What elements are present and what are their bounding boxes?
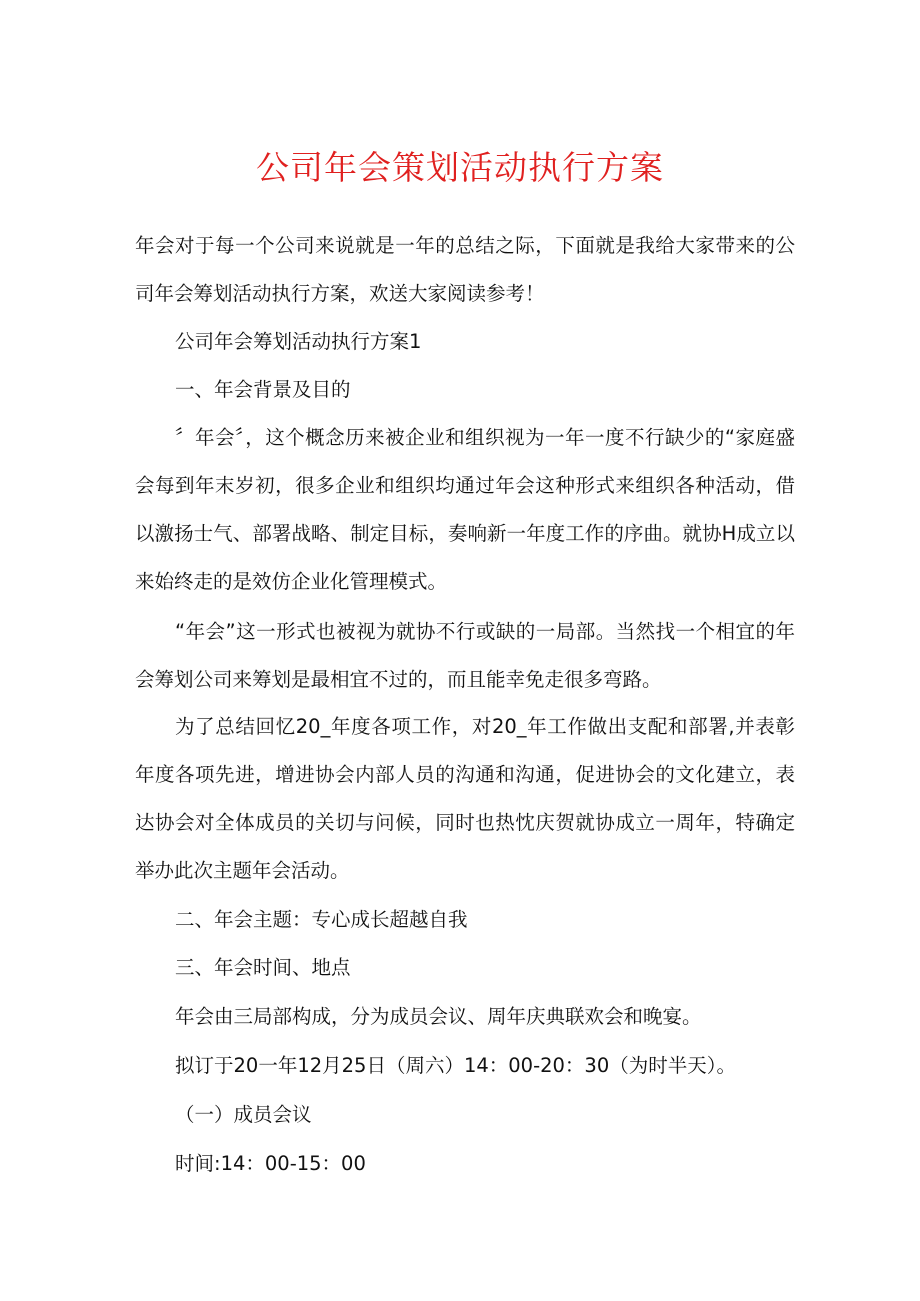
schedule-paragraph: 拟订于20一年12月25日（周六）14：00-20：30（为时半天）。 <box>175 1054 736 1077</box>
structure-paragraph: 年会由三局部构成，分为成员会议、周年庆典联欢会和晚宴。 <box>175 1005 702 1028</box>
plan-subtitle: 公司年会筹划活动执行方案1 <box>175 330 422 353</box>
purpose-paragraph: 为了总结回忆20_年度各项工作，对20_年工作做出支配和部署,并表彰年度各项先进，增进协会内部人员的沟通和沟通，促进协会的文化建立，表达协会对全体成员的关切与问候，同时也热忱庆贺就协成立一周年，特确定举办此次主题年会活动。 <box>135 715 795 882</box>
meeting-time-line: 时间:14：00-15：00 <box>175 1152 366 1175</box>
intro-paragraph: 年会对于每一个公司来说就是一年的总结之际，下面就是我给大家带来的公司年会筹划活动执行方案，欢送大家阅读参考！ <box>135 234 795 305</box>
document-title: 公司年会策划活动执行方案 <box>256 148 664 187</box>
annual-meeting-paragraph: “年会”这一形式也被视为就协不行或缺的一局部。当然找一个相宜的年会筹划公司来筹划是最相宜不过的，而且能幸免走很多弯路。 <box>135 620 795 691</box>
background-paragraph: 〞年会〞，这个概念历来被企业和组织视为一年一度不行缺少的“家庭盛会每到年末岁初，很多企业和组织均通过年会这种形式来组织各种活动，借以激扬士气、部署战略、制定目标，奏响新一年度工作的序曲。就协H成立以来始终走的是效仿企业化管理模式。 <box>135 426 795 593</box>
section-1-heading: 一、年会背景及目的 <box>175 378 351 401</box>
section-3-heading: 三、年会时间、地点 <box>175 956 351 979</box>
section-2-heading: 二、年会主题：专心成长超越自我 <box>175 908 468 931</box>
subsection-1-heading: （一）成员会议 <box>175 1103 312 1126</box>
